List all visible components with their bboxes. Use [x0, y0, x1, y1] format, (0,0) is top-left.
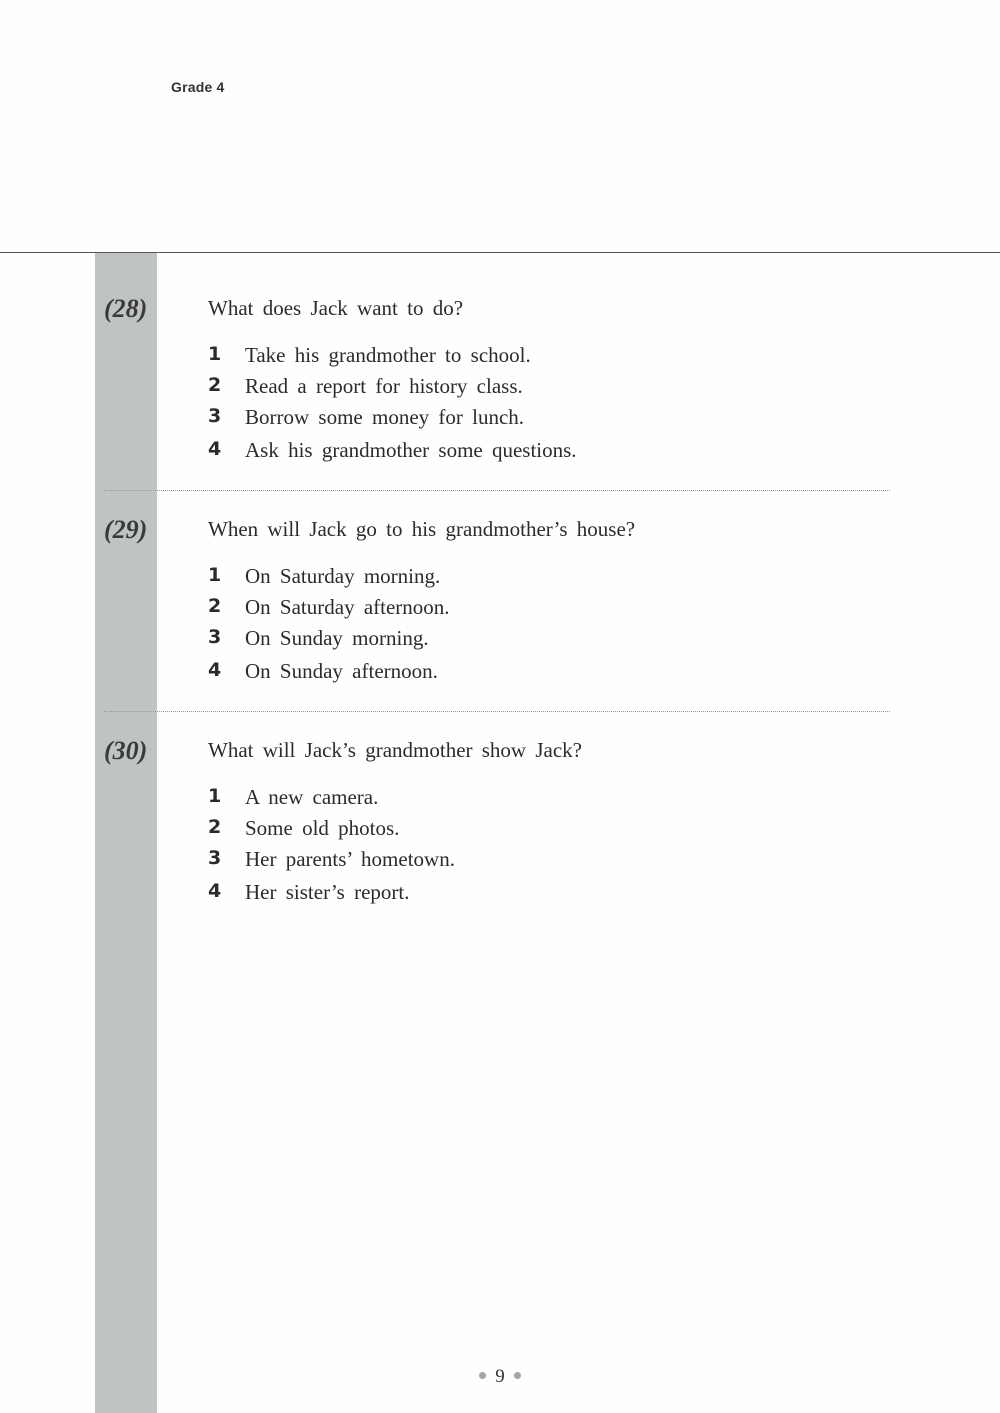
option-number: 4: [208, 880, 222, 902]
option-text: Her sister’s report.: [245, 880, 410, 904]
option-number: 1: [208, 564, 222, 586]
option-number: 3: [208, 626, 222, 648]
footer-dot-icon: [479, 1372, 486, 1379]
option-number: 4: [208, 438, 222, 460]
answer-option[interactable]: [208, 566, 908, 592]
answer-option[interactable]: [208, 440, 908, 466]
question-divider: [104, 711, 890, 712]
option-number: 2: [208, 816, 222, 838]
option-number: 1: [208, 785, 222, 807]
option-text: Her parents’ hometown.: [245, 847, 455, 871]
option-text: On Saturday afternoon.: [245, 595, 450, 619]
question-number: (29): [104, 515, 148, 544]
question-number: (30): [104, 736, 148, 765]
answer-option[interactable]: [208, 882, 908, 908]
option-text: A new camera.: [245, 785, 379, 809]
option-number: 3: [208, 847, 222, 869]
option-text: Take his grandmother to school.: [245, 343, 531, 367]
option-number: 4: [208, 659, 222, 681]
option-text: Borrow some money for lunch.: [245, 405, 525, 429]
answer-option[interactable]: [208, 376, 908, 402]
answer-option[interactable]: [208, 787, 908, 813]
answer-option[interactable]: [208, 661, 908, 687]
option-number: 2: [208, 374, 222, 396]
option-text: Ask his grandmother some questions.: [245, 438, 577, 462]
question-text: When will Jack go to his grandmother’s house?: [208, 517, 636, 541]
page-number: 9: [495, 1366, 505, 1387]
question-number: (28): [104, 294, 148, 323]
option-number: 1: [208, 343, 222, 365]
option-number: 2: [208, 595, 222, 617]
answer-option[interactable]: [208, 597, 908, 623]
question-text: What will Jack’s grandmother show Jack?: [208, 738, 582, 762]
answer-option[interactable]: [208, 849, 908, 875]
question-text: What does Jack want to do?: [208, 296, 464, 320]
option-number: 3: [208, 405, 222, 427]
page-footer: [0, 1367, 1000, 1386]
side-margin-bar: [95, 253, 157, 1413]
option-text: Read a report for history class.: [245, 374, 523, 398]
answer-option[interactable]: [208, 818, 908, 844]
answer-option[interactable]: [208, 628, 908, 654]
grade-label: Grade 4: [171, 79, 225, 95]
option-text: On Sunday morning.: [245, 626, 429, 650]
option-text: On Sunday afternoon.: [245, 659, 438, 683]
answer-option[interactable]: [208, 407, 908, 433]
answer-option[interactable]: [208, 345, 908, 371]
footer-dot-icon: [514, 1372, 521, 1379]
option-text: Some old photos.: [245, 816, 400, 840]
question-divider: [104, 490, 890, 491]
option-text: On Saturday morning.: [245, 564, 441, 588]
